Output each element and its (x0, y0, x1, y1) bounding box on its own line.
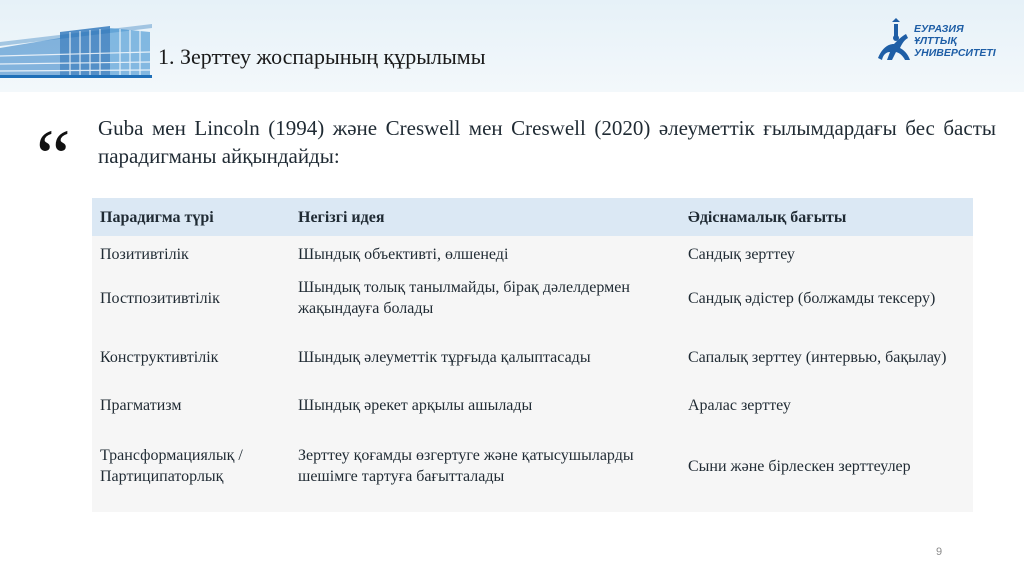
building-logo-icon (0, 18, 152, 78)
paradigm-table (92, 198, 973, 512)
page-number: 9 (936, 546, 943, 558)
table-row (92, 324, 973, 390)
table-row (92, 420, 973, 512)
cell-idea: Шындық объективті, өлшенеді (290, 236, 680, 272)
logo-line-1: ЕУРАЗИЯ (914, 23, 964, 35)
slide-title: 1. Зерттеу жоспарының құрылымы (158, 44, 486, 69)
header-main-idea: Негізгі идея (290, 198, 680, 236)
cell-paradigm: Конструктивтілік (92, 324, 290, 390)
horseman-emblem-icon (872, 18, 914, 64)
cell-method: Сыни және бірлескен зерттеулер (680, 420, 973, 512)
university-logo (872, 18, 1012, 68)
logo-line-3: УНИВЕРСИТЕТІ (914, 47, 996, 59)
table-row (92, 390, 973, 420)
table-header-row (92, 198, 973, 236)
cell-idea: Зерттеу қоғамды өзгертуге және қатысушыларды шешімге тартуға бағытталады (290, 420, 680, 512)
cell-paradigm: Постпозитивтілік (92, 272, 290, 324)
quote-mark-icon: “ (36, 113, 71, 200)
cell-paradigm: Прагматизм (92, 390, 290, 420)
cell-paradigm: Трансформациялық / Партиципаторлық (92, 420, 290, 512)
cell-method: Сапалық зерттеу (интервью, бақылау) (680, 324, 973, 390)
logo-line-2: ҰЛТТЫҚ (914, 35, 957, 47)
cell-idea: Шындық әрекет арқылы ашылады (290, 390, 680, 420)
header-band (0, 0, 1024, 92)
header-methodology: Әдіснамалық бағыты (680, 198, 973, 236)
cell-method: Аралас зерттеу (680, 390, 973, 420)
cell-paradigm: Позитивтілік (92, 236, 290, 272)
cell-idea: Шындық әлеуметтік тұрғыда қалыптасады (290, 324, 680, 390)
header-paradigm-type: Парадигма түрі (92, 198, 290, 236)
table-row (92, 236, 973, 272)
cell-method: Сандық зерттеу (680, 236, 973, 272)
intro-paragraph: Guba мен Lincoln (1994) және Creswell мен Creswell (2020) әлеуметтік ғылымдардағы бес басты парадигманы айқындайды: (98, 116, 996, 168)
cell-method: Сандық әдістер (болжамды тексеру) (680, 272, 973, 324)
table-row (92, 272, 973, 324)
cell-idea: Шындық толық танылмайды, бірақ дәлелдермен жақындауға болады (290, 272, 680, 324)
